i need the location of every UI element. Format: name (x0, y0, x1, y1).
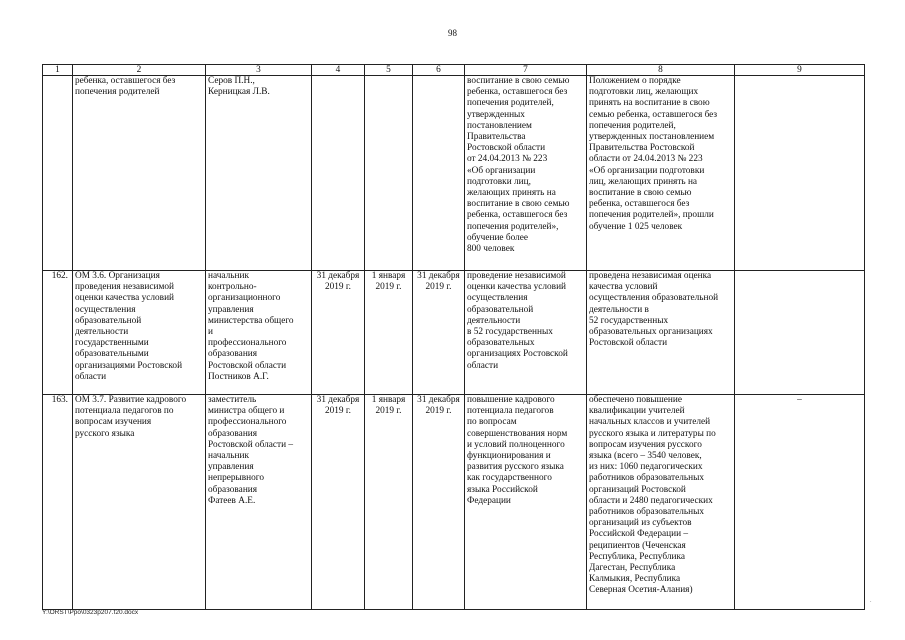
start-date-cell: 31 декабря 2019 г. (312, 395, 365, 610)
row-number (43, 76, 73, 271)
row-number: 162. (43, 271, 73, 395)
column-number: 6 (413, 65, 465, 76)
start-date-cell (312, 76, 365, 271)
column-number: 7 (465, 65, 587, 76)
page-number: 98 (448, 28, 457, 38)
measure-cell: ребенка, оставшегося без попечения родителей (73, 76, 206, 271)
column-number: 1 (43, 65, 73, 76)
responsible-cell: заместитель министра общего и профессионального образования Ростовской области – начальник управления непрерывного образования Фатеев А.Е. (206, 395, 312, 610)
margin-mark: . (870, 598, 872, 604)
measure-cell: ОМ 3.6. Организация проведения независимой оценки качества условий осуществления образовательной деятельности государственными образовательными организациями Ростовской области (73, 271, 206, 395)
notes-cell (735, 76, 865, 271)
column-number: 3 (206, 65, 312, 76)
column-number: 8 (587, 65, 735, 76)
expected-result-cell: повышение кадрового потенциала педагогов по вопросам совершенствования норм и условий полноценного функционирования и развития русского языка как государственного языка Российской Федерации (465, 395, 587, 610)
footer-file-path: Y:\ORST\Ppo\0323p207.f20.docx (42, 609, 139, 616)
control-date-cell: 31 декабря 2019 г. (413, 271, 465, 395)
table-row (43, 76, 865, 271)
control-date-cell: 31 декабря 2019 г. (413, 395, 465, 610)
actual-result-cell: проведена независимая оценка качества условий осуществления образовательной деятельности в 52 государственных образовательных организациях Ростовской области (587, 271, 735, 395)
notes-cell: – (735, 395, 865, 610)
measure-cell: ОМ 3.7. Развитие кадрового потенциала педагогов по вопросам изучения русского языка (73, 395, 206, 610)
actual-result-cell: Положением о порядке подготовки лиц, желающих принять на воспитание в свою семью ребенка, оставшегося без попечения родителей, утвержденных постановлением Правительства Ростовской области от 24.04.2013 № 223 «Об организации подготовки лиц, желающих принять на воспитание в свою семью ребенка, оставшегося без попечения родителей», прошли обучение 1 025 человек (587, 76, 735, 271)
table-row (43, 271, 865, 395)
responsible-cell: начальник контрольно- организационного управления министерства общего и профессионального образования Ростовской области Постников А.Г. (206, 271, 312, 395)
end-date-cell (365, 76, 413, 271)
column-number-row (43, 65, 865, 76)
column-number: 4 (312, 65, 365, 76)
end-date-cell: 1 января 2019 г. (365, 271, 413, 395)
row-number: 163. (43, 395, 73, 610)
start-date-cell: 31 декабря 2019 г. (312, 271, 365, 395)
actual-result-cell: обеспечено повышение квалификации учителей начальных классов и учителей русского языка и литературы по вопросам изучения русского языка (всего – 3540 человек, из них: 1060 педагогических работников образовательных организаций Ростовской области и 2480 педагогических работников образовательных организаций из субъектов Российской Федерации – реципиентов (Чеченская Республика, Республика Дагестан, Республика Калмыкия, Республика Северная Осетия-Алания) (587, 395, 735, 610)
control-date-cell (413, 76, 465, 271)
column-number: 2 (73, 65, 206, 76)
responsible-cell: Серов П.Н., Керницкая Л.В. (206, 76, 312, 271)
notes-cell (735, 271, 865, 395)
expected-result-cell: воспитание в свою семью ребенка, оставшегося без попечения родителей, утвержденных постановлением Правительства Ростовской области от 24.04.2013 № 223 «Об организации подготовки лиц, желающих принять на воспитание в свою семью ребенка, оставшегося без попечения родителей», обучение более 800 человек (465, 76, 587, 271)
report-table (42, 64, 865, 610)
table-row (43, 395, 865, 610)
end-date-cell: 1 января 2019 г. (365, 395, 413, 610)
column-number: 9 (735, 65, 865, 76)
expected-result-cell: проведение независимой оценки качества условий осуществления образовательной деятельности в 52 государственных образовательных организациях Ростовской области (465, 271, 587, 395)
column-number: 5 (365, 65, 413, 76)
